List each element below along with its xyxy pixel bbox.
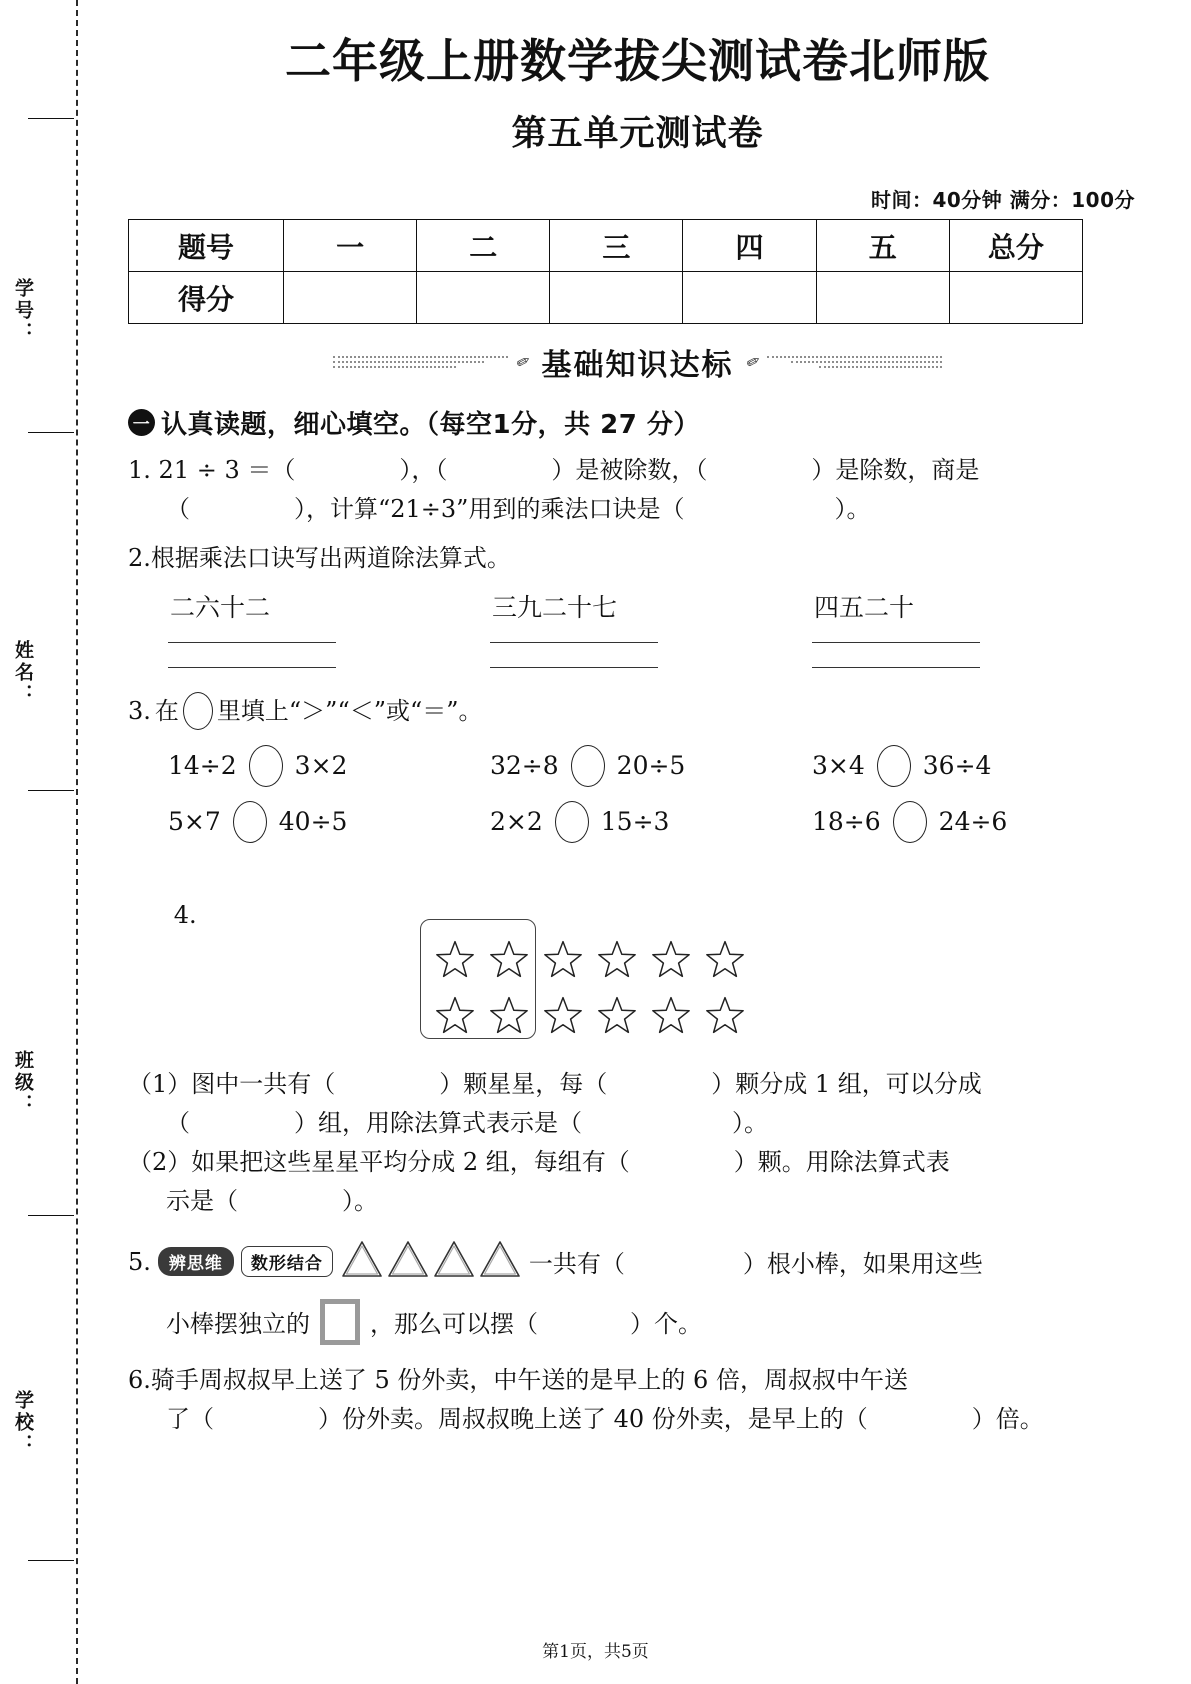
q1-text-f: ），计算“21÷3”用到的乘法口诀是（ bbox=[294, 495, 685, 524]
question-3 bbox=[128, 692, 1147, 731]
star-icon bbox=[705, 996, 745, 1034]
q4-sub2-line-1 bbox=[128, 1143, 1147, 1182]
compare-item bbox=[168, 801, 490, 843]
pen-icon: ✐ bbox=[742, 351, 762, 374]
score-table-header-cell: 一 bbox=[284, 220, 417, 272]
score-table-value-row bbox=[129, 272, 1083, 324]
section-one-heading bbox=[128, 404, 1147, 441]
q4-text-c: ）颗分成 1 组，可以分成 bbox=[711, 1070, 982, 1099]
star-icon bbox=[651, 996, 691, 1034]
question-2 bbox=[128, 539, 1147, 578]
compare-right: 15÷3 bbox=[600, 807, 670, 837]
triangle-set bbox=[340, 1239, 522, 1285]
q4-sub1-line-1 bbox=[128, 1065, 1147, 1104]
section-banner bbox=[128, 340, 1147, 384]
question-4-number: 4. bbox=[173, 900, 197, 929]
score-entry-cell[interactable] bbox=[550, 272, 683, 324]
compare-right: 20÷5 bbox=[616, 751, 686, 781]
question-4-sub-1 bbox=[128, 1065, 1147, 1221]
q4-text-i: 示是（ bbox=[166, 1187, 238, 1216]
section-one-heading-text: 认真读题，细心填空。（每空1分，共 27 分） bbox=[161, 410, 700, 441]
q1-text-e: （ bbox=[166, 495, 190, 524]
side-label-class: 班级： bbox=[12, 1050, 34, 1116]
question-6-line-1 bbox=[128, 1361, 1147, 1400]
answer-line-row bbox=[168, 667, 1147, 668]
banner-title: 基础知识达标 bbox=[541, 348, 734, 384]
q5-text-d: ，那么可以摆（ bbox=[370, 1310, 538, 1339]
compare-left: 3×4 bbox=[812, 751, 865, 781]
question-1-number: 1. bbox=[128, 456, 151, 485]
q2-answer-lines bbox=[128, 642, 1147, 668]
section-marker-one: 一 bbox=[128, 409, 155, 436]
q4-text-h: ）颗。用除法算式表 bbox=[733, 1148, 950, 1177]
q3-compare-row-1 bbox=[128, 745, 1147, 787]
compare-item bbox=[812, 745, 1134, 787]
q4-text-g: （2）如果把这些星星平均分成 2 组，每组有（ bbox=[128, 1148, 630, 1177]
question-2-text: 根据乘法口诀写出两道除法算式。 bbox=[150, 544, 511, 573]
circle-blank-icon[interactable] bbox=[233, 801, 267, 843]
star-icon bbox=[597, 996, 637, 1034]
q1-text-c: ）是被除数，（ bbox=[551, 456, 708, 485]
side-rule bbox=[28, 118, 74, 119]
side-rule bbox=[28, 790, 74, 791]
badge-shuxing-jiehe: 数形结合 bbox=[241, 1246, 333, 1277]
q4-text-d: （ bbox=[166, 1109, 190, 1138]
q2-koujue-row bbox=[128, 588, 1147, 624]
q4-text-b: ）颗星星，每（ bbox=[439, 1070, 608, 1099]
page-footer: 第1页，共5页 bbox=[542, 1642, 649, 1662]
score-table bbox=[128, 219, 1083, 324]
question-1-line-1 bbox=[128, 451, 1147, 490]
q5-text-e: ）个。 bbox=[630, 1310, 702, 1339]
score-table-header-cell: 三 bbox=[550, 220, 683, 272]
q5-text-a: 一共有（ bbox=[528, 1250, 625, 1279]
fold-dashed-line bbox=[76, 0, 78, 1684]
circle-blank-icon[interactable] bbox=[555, 801, 589, 843]
q4-sub1-line-2 bbox=[128, 1104, 1147, 1143]
side-rule bbox=[28, 432, 74, 433]
page-subtitle: 第五单元测试卷 bbox=[511, 114, 764, 155]
question-2-number: 2. bbox=[128, 544, 151, 573]
page-title: 二年级上册数学拔尖测试卷北师版 bbox=[285, 34, 990, 88]
score-table-header-cell: 总分 bbox=[949, 220, 1082, 272]
question-1-line-2 bbox=[128, 490, 1147, 529]
q3-text-a: 在 bbox=[154, 696, 179, 725]
question-3-line bbox=[128, 692, 1147, 731]
square-icon bbox=[320, 1299, 360, 1345]
koujue-item: 三九二十七 bbox=[492, 592, 618, 622]
q1-text-a: 21 ÷ 3 ＝（ bbox=[158, 456, 296, 485]
side-label-student-id: 学号： bbox=[12, 278, 34, 344]
answer-blank-line[interactable] bbox=[168, 667, 490, 668]
answer-blank-line[interactable] bbox=[168, 642, 490, 643]
side-label-name: 姓名： bbox=[12, 640, 34, 706]
q5-text-b: ）根小棒，如果用这些 bbox=[742, 1250, 983, 1279]
compare-left: 18÷6 bbox=[812, 807, 881, 837]
banner-dotted-rule-left bbox=[333, 356, 508, 368]
triangle-icon bbox=[340, 1239, 384, 1285]
q3-text-b: 里填上“＞”“＜”或“＝”。 bbox=[216, 696, 483, 725]
q5-text-c: 小棒摆独立的 bbox=[166, 1310, 310, 1339]
question-1 bbox=[128, 451, 1147, 529]
badge-bian-siwei: 辨思维 bbox=[158, 1247, 234, 1276]
q4-text-f: ）。 bbox=[732, 1109, 768, 1138]
question-6-number: 6. bbox=[128, 1365, 151, 1394]
compare-item bbox=[490, 745, 812, 787]
q4-text-a: （1）图中一共有（ bbox=[128, 1070, 336, 1099]
star-icon bbox=[435, 996, 475, 1034]
answer-blank-line[interactable] bbox=[812, 667, 1134, 668]
circle-blank-icon[interactable] bbox=[249, 745, 283, 787]
pen-icon: ✐ bbox=[513, 351, 533, 374]
circle-blank-icon[interactable] bbox=[893, 801, 927, 843]
page-body bbox=[108, 0, 1191, 1684]
q1-text-b: ），（ bbox=[399, 456, 448, 485]
triangle-icon bbox=[478, 1239, 522, 1285]
compare-left: 2×2 bbox=[490, 807, 543, 837]
circle-blank-icon[interactable] bbox=[877, 745, 911, 787]
time-and-score-info: 时间：40分钟 满分：100分 bbox=[870, 188, 1135, 213]
left-margin-strip bbox=[0, 0, 108, 1684]
question-5-line-1 bbox=[128, 1239, 1147, 1285]
compare-right: 36÷4 bbox=[922, 751, 992, 781]
triangle-icon bbox=[432, 1239, 476, 1285]
star-grid bbox=[428, 931, 1147, 1043]
question-6-line-2 bbox=[128, 1400, 1147, 1439]
score-entry-cell[interactable] bbox=[949, 272, 1082, 324]
answer-blank-line[interactable] bbox=[490, 642, 812, 643]
triangle-icon bbox=[386, 1239, 430, 1285]
q4-star-figure bbox=[128, 931, 1147, 1049]
score-table-header-cell: 四 bbox=[683, 220, 816, 272]
koujue-item: 四五二十 bbox=[814, 592, 915, 622]
score-entry-cell[interactable] bbox=[816, 272, 949, 324]
answer-blank-line[interactable] bbox=[490, 667, 812, 668]
q4-text-j: ）。 bbox=[342, 1187, 378, 1216]
compare-right: 40÷5 bbox=[278, 807, 348, 837]
star-icon bbox=[489, 940, 529, 978]
score-table-header-cell: 题号 bbox=[129, 220, 284, 272]
compare-right: 24÷6 bbox=[938, 807, 1008, 837]
question-5-line-2 bbox=[128, 1299, 1147, 1345]
score-entry-cell[interactable] bbox=[284, 272, 417, 324]
side-label-school: 学校： bbox=[12, 1390, 34, 1456]
star-icon bbox=[543, 940, 583, 978]
compare-item bbox=[812, 801, 1134, 843]
q6-text-b: 了（ bbox=[166, 1404, 214, 1433]
q6-text-d: ）倍。 bbox=[971, 1404, 1044, 1433]
q4-sub2-line-2 bbox=[128, 1182, 1147, 1221]
score-table-header-row bbox=[129, 220, 1083, 272]
answer-line-row bbox=[168, 642, 1147, 643]
compare-item bbox=[490, 801, 812, 843]
banner-dotted-rule-right bbox=[767, 356, 942, 368]
question-2-line bbox=[128, 539, 1147, 578]
compare-item bbox=[168, 745, 490, 787]
score-table-header-cell: 五 bbox=[816, 220, 949, 272]
star-icon bbox=[651, 940, 691, 978]
q6-text-c: ）份外卖。周叔叔晚上送了 40 份外卖，是早上的（ bbox=[318, 1404, 868, 1433]
q3-compare-row-2 bbox=[128, 801, 1147, 843]
question-6 bbox=[128, 1361, 1147, 1439]
circle-blank-icon[interactable] bbox=[183, 692, 213, 730]
score-table-row-label: 得分 bbox=[129, 272, 284, 324]
q1-text-d: ）是除数，商是 bbox=[811, 456, 980, 485]
side-rule bbox=[28, 1215, 74, 1216]
q4-text-e: ）组，用除法算式表示是（ bbox=[294, 1109, 582, 1138]
score-entry-cell[interactable] bbox=[683, 272, 816, 324]
q1-text-g: ）。 bbox=[834, 495, 871, 524]
side-rule bbox=[28, 1560, 74, 1561]
q6-text-a: 骑手周叔叔早上送了 5 份外卖，中午送的是早上的 6 倍，周叔叔中午送 bbox=[150, 1365, 908, 1394]
compare-right: 3×2 bbox=[294, 751, 348, 781]
star-icon bbox=[705, 940, 745, 978]
score-table-header-cell: 二 bbox=[417, 220, 550, 272]
star-icon bbox=[489, 996, 529, 1034]
compare-left: 14÷2 bbox=[168, 751, 237, 781]
question-3-number: 3. bbox=[128, 696, 151, 725]
circle-blank-icon[interactable] bbox=[571, 745, 605, 787]
question-5-number: 5. bbox=[128, 1247, 151, 1276]
star-icon bbox=[543, 996, 583, 1034]
star-icon bbox=[597, 940, 637, 978]
koujue-item: 二六十二 bbox=[170, 592, 271, 622]
compare-left: 32÷8 bbox=[490, 751, 559, 781]
compare-left: 5×7 bbox=[168, 807, 221, 837]
score-entry-cell[interactable] bbox=[417, 272, 550, 324]
answer-blank-line[interactable] bbox=[812, 642, 1134, 643]
star-icon bbox=[435, 940, 475, 978]
